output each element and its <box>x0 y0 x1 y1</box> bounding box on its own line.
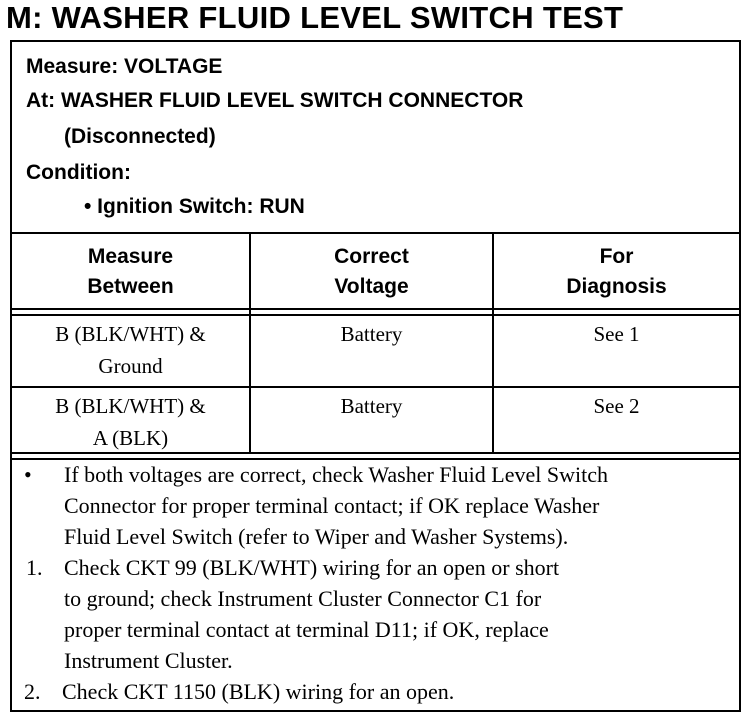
header-divider <box>12 232 739 234</box>
table-row-2-voltage: Battery <box>340 394 403 418</box>
note-2-marker: 2. <box>24 679 41 704</box>
note-line: Instrument Cluster. <box>64 648 233 673</box>
cell-line: B (BLK/WHT) & <box>55 394 206 418</box>
page-title: M: WASHER FLUID LEVEL SWITCH TEST <box>6 0 624 35</box>
note-bullet-marker: • <box>24 462 32 487</box>
test-box <box>10 40 741 712</box>
table-row-2-between <box>12 390 249 454</box>
measure-line: Measure: VOLTAGE <box>26 55 223 78</box>
table-row-2-diagnosis: See 2 <box>593 394 640 418</box>
note-2 <box>62 676 738 707</box>
cell-line: Ground <box>98 354 163 378</box>
note-line: Check CKT 99 (BLK/WHT) wiring for an open or short <box>64 555 560 580</box>
table-row-1-diagnosis: See 1 <box>593 322 640 346</box>
col-header-line: Between <box>87 275 174 298</box>
col-header-line: Diagnosis <box>566 275 667 298</box>
at-sub: (Disconnected) <box>64 125 216 148</box>
cell-line: A (BLK) <box>92 426 169 450</box>
note-line: to ground; check Instrument Cluster Connector C1 for <box>64 586 542 611</box>
note-1 <box>64 552 740 676</box>
note-line: If both voltages are correct, check Washer Fluid Level Switch <box>64 462 608 487</box>
note-line: Check CKT 1150 (BLK) wiring for an open. <box>62 679 455 704</box>
row-divider <box>12 386 739 388</box>
note-line: Connector for proper terminal contact; if OK replace Washer <box>64 493 600 518</box>
table-row-1-between <box>12 318 249 382</box>
note-bullet <box>64 459 740 552</box>
condition-item: • Ignition Switch: RUN <box>84 195 305 218</box>
col-header-for-diagnosis <box>494 242 739 302</box>
col-header-line: Voltage <box>334 275 409 298</box>
note-line: proper terminal contact at terminal D11; if OK, replace <box>64 617 549 642</box>
cell-line: B (BLK/WHT) & <box>55 322 206 346</box>
col-header-line: For <box>599 245 634 268</box>
table-row-1-voltage: Battery <box>340 322 403 346</box>
note-1-marker: 1. <box>26 555 43 580</box>
condition-line: Condition: <box>26 161 131 184</box>
header-double-rule <box>12 314 739 316</box>
col-header-line: Measure <box>87 245 174 268</box>
col-header-line: Correct <box>334 245 409 268</box>
note-line: Fluid Level Switch (refer to Wiper and Washer Systems). <box>64 524 569 549</box>
col-header-measure-between <box>12 242 249 302</box>
at-line: At: WASHER FLUID LEVEL SWITCH CONNECTOR <box>26 89 524 112</box>
header-double-rule <box>12 308 739 310</box>
table-double-rule <box>12 452 739 454</box>
col-header-correct-voltage <box>251 242 492 302</box>
